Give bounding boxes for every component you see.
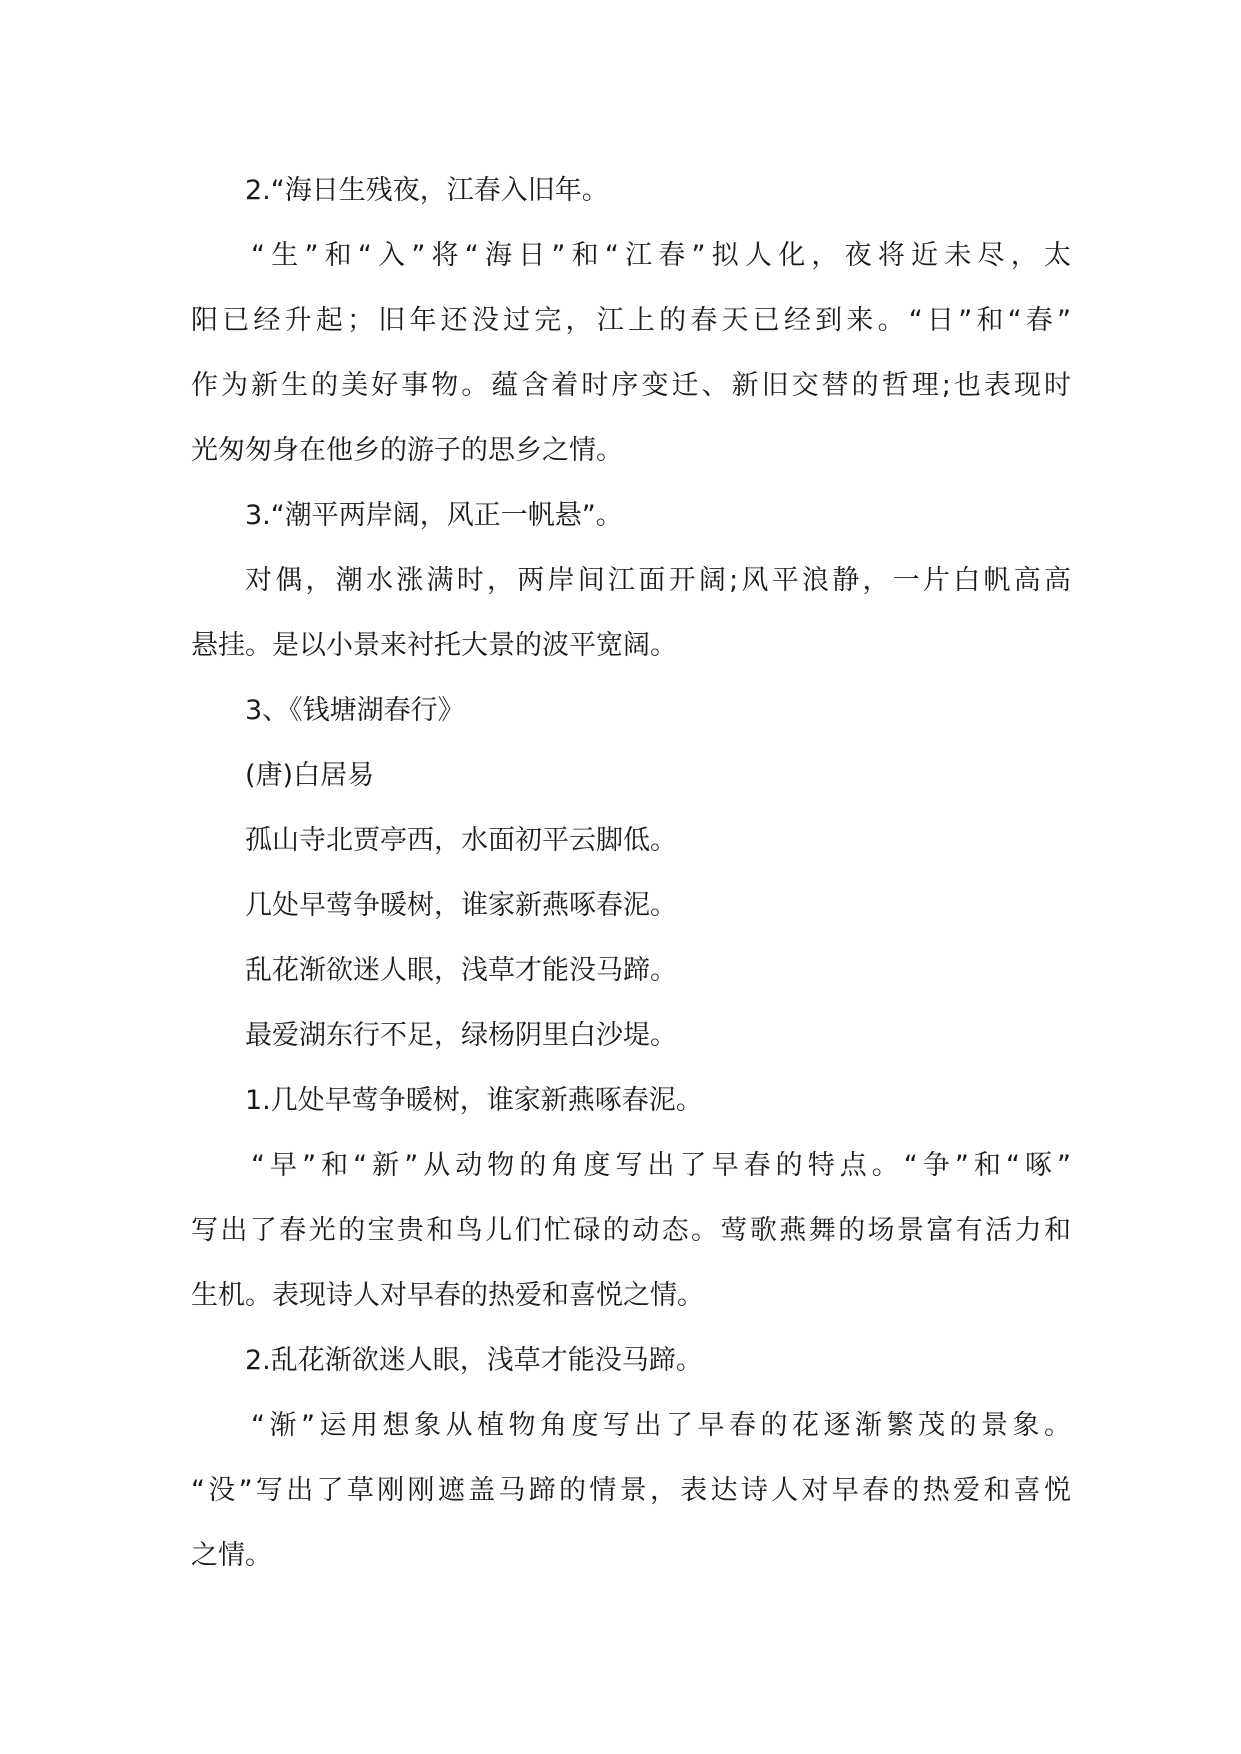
- paragraph-line: 光匆匆身在他乡的游子的思乡之情。: [191, 435, 623, 466]
- poem-line: 孤山寺北贾亭西，水面初平云脚低。: [245, 825, 677, 856]
- item-heading-2b: 2.乱花渐欲迷人眼，浅草才能没马蹄。: [245, 1345, 703, 1376]
- paragraph-line: 悬挂。是以小景来衬托大景的波平宽阔。: [191, 630, 677, 661]
- poem-line: 最爱湖东行不足，绿杨阴里白沙堤。: [245, 1020, 677, 1051]
- paragraph-line: “早”和“新”从动物的角度写出了早春的特点。“争”和“啄”: [251, 1150, 1071, 1181]
- item-heading-1: 1.几处早莺争暖树，谁家新燕啄春泥。: [245, 1085, 703, 1116]
- poem-line: 几处早莺争暖树，谁家新燕啄春泥。: [245, 890, 677, 921]
- poem-line: 乱花渐欲迷人眼，浅草才能没马蹄。: [245, 955, 677, 986]
- paragraph-line: “生”和“入”将“海日”和“江春”拟人化，夜将近未尽，太: [251, 240, 1071, 271]
- paragraph-line: 对偶，潮水涨满时，两岸间江面开阔;风平浪静，一片白帆高高: [245, 565, 1071, 596]
- paragraph-line: 生机。表现诗人对早春的热爱和喜悦之情。: [191, 1280, 704, 1311]
- document-body: [191, 158, 1071, 1588]
- poem-title: 3、《钱塘湖春行》: [245, 695, 465, 726]
- paragraph-line: 之情。: [191, 1540, 272, 1571]
- paragraph-line: 阳已经升起；旧年还没过完，江上的春天已经到来。“日”和“春”: [191, 305, 1071, 336]
- poem-author: (唐)白居易: [245, 760, 375, 791]
- item-heading-3: 3.“潮平两岸阔，风正一帆悬”。: [245, 500, 623, 531]
- paragraph-line: “没”写出了草刚刚遮盖马蹄的情景，表达诗人对早春的热爱和喜悦: [191, 1475, 1071, 1506]
- paragraph-line: 写出了春光的宝贵和鸟儿们忙碌的动态。莺歌燕舞的场景富有活力和: [191, 1215, 1071, 1246]
- item-heading-2: 2.“海日生残夜，江春入旧年。: [245, 175, 609, 206]
- paragraph-line: 作为新生的美好事物。蕴含着时序变迁、新旧交替的哲理;也表现时: [191, 370, 1071, 401]
- paragraph-line: “渐”运用想象从植物角度写出了早春的花逐渐繁茂的景象。: [251, 1410, 1071, 1441]
